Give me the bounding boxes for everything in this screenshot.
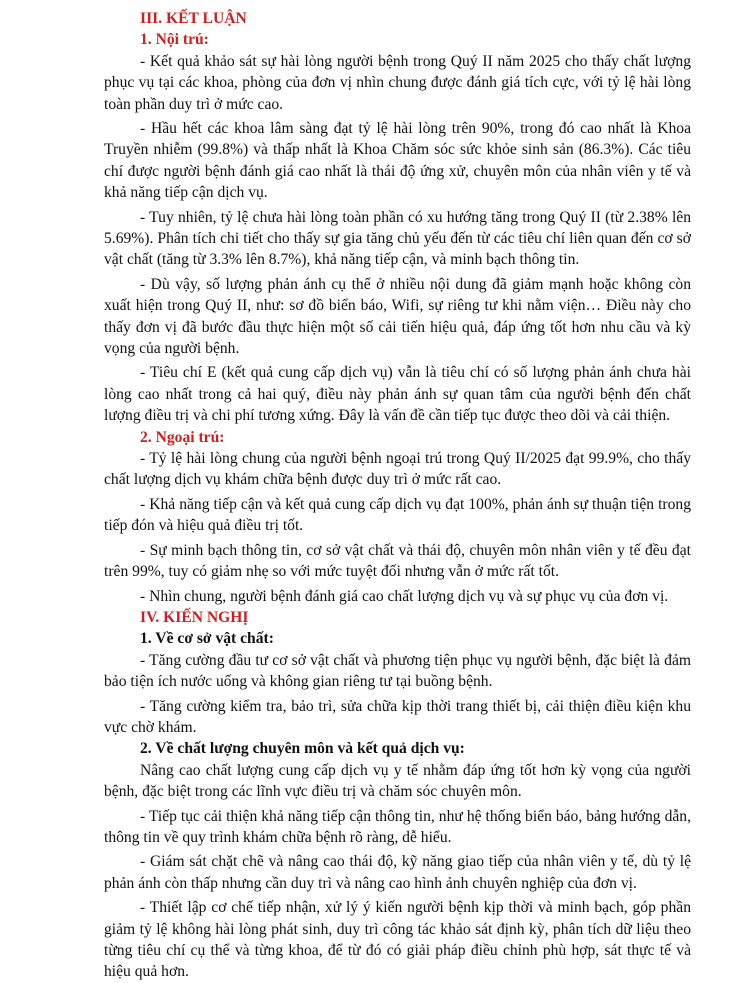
paragraph: - Dù vậy, số lượng phản ánh cụ thể ở nhiều nội dung đã giảm mạnh hoặc không còn xuất hiện trong Quý II, như: sơ đồ biển báo, Wifi, sự riêng tư khi nằm viện… Điều này cho thấy đơn vị đã bước đầu thực hiện một số cải tiến hiệu quả, đáp ứng tốt hơn nhu cầu và kỳ vọng của người bệnh. xyxy=(104,275,691,358)
facilities-body xyxy=(104,650,691,739)
paragraph: Nâng cao chất lượng cung cấp dịch vụ y tế nhằm đáp ứng tốt hơn kỳ vọng của người bệnh, đặc biệt trong các lĩnh vực điều trị và chăm sóc chuyên môn. xyxy=(104,761,691,801)
inpatient-body xyxy=(104,51,691,427)
subsection-outpatient-title: 2. Ngoại trú: xyxy=(140,428,225,446)
document-page xyxy=(104,4,691,983)
paragraph: - Tăng cường đầu tư cơ sở vật chất và phương tiện phục vụ người bệnh, đặc biệt là đảm bảo tiện ích nước uống và không gian riêng tư tại buồng bệnh. xyxy=(104,651,691,691)
paragraph: - Khả năng tiếp cận và kết quả cung cấp dịch vụ đạt 100%, phản ánh sự thuận tiện trong tiếp đón và hiệu quả điều trị tốt. xyxy=(104,495,691,535)
subsection-inpatient-title: 1. Nội trú: xyxy=(140,31,209,49)
paragraph: - Kết quả khảo sát sự hài lòng người bệnh trong Quý II năm 2025 cho thấy chất lượng phục vụ tại các khoa, phòng của đơn vị nhìn chung được đánh giá tích cực, với tỷ lệ hài lòng toàn phần duy trì ở mức cao. xyxy=(104,52,691,113)
paragraph: - Hầu hết các khoa lâm sàng đạt tỷ lệ hài lòng trên 90%, trong đó cao nhất là Khoa Truyền nhiễm (99.8%) và thấp nhất là Khoa Chăm sóc sức khỏe sinh sản (86.3%). Các tiêu chí được người bệnh đánh giá cao nhất là thái độ ứng xử, chuyên môn của nhân viên y tế và khả năng tiếp cận dịch vụ. xyxy=(104,120,691,202)
quality-body xyxy=(104,760,691,983)
paragraph: - Nhìn chung, người bệnh đánh giá cao chất lượng dịch vụ và sự phục vụ của đơn vị. xyxy=(140,587,669,605)
paragraph: - Tuy nhiên, tỷ lệ chưa hài lòng toàn phần có xu hướng tăng trong Quý II (từ 2.38% lên 5.69%). Phân tích chi tiết cho thấy sự gia tăng chủ yếu đến từ các tiêu chí liên quan đến cơ sở vật chất (tăng từ 3.3% lên 8.7%), khả năng tiếp cận, và minh bạch thông tin. xyxy=(104,208,691,269)
subsection-facilities-title: 1. Về cơ sở vật chất: xyxy=(140,630,274,648)
section-recommendations-title: IV. KIẾN NGHỊ xyxy=(140,608,249,626)
paragraph: - Thiết lập cơ chế tiếp nhận, xử lý ý kiến người bệnh kịp thời và minh bạch, góp phần giảm tỷ lệ không hài lòng phát sinh, duy trì công tác khảo sát định kỳ, phân tích dữ liệu theo từng tiêu chí cụ thể và từng khoa, để từ đó có giải pháp điều chỉnh phù hợp, sát thực tế và hiệu quả hơn. xyxy=(104,899,691,981)
paragraph: - Tỷ lệ hài lòng chung của người bệnh ngoại trú trong Quý II/2025 đạt 99.9%, cho thấy chất lượng dịch vụ khám chữa bệnh được duy trì ở mức rất cao. xyxy=(104,450,691,489)
paragraph: - Sự minh bạch thông tin, cơ sở vật chất và thái độ, chuyên môn nhân viên y tế đều đạt trên 99%, tuy có giảm nhẹ so với mức tuyệt đối nhưng vẫn ở mức rất tốt. xyxy=(104,541,691,581)
paragraph: - Tiếp tục cải thiện khả năng tiếp cận thông tin, như hệ thống biển báo, bảng hướng dẫn, thông tin về quy trình khám chữa bệnh rõ ràng, dễ hiểu. xyxy=(104,807,691,846)
outpatient-body xyxy=(104,448,691,607)
paragraph: - Giám sát chặt chẽ và nâng cao thái độ, kỹ năng giao tiếp của nhân viên y tế, dù tỷ lệ phản ánh còn thấp nhưng cần duy trì và nâng cao hình ảnh chuyên nghiệp của đơn vị. xyxy=(104,853,691,892)
subsection-quality-title: 2. Về chất lượng chuyên môn và kết quả dịch vụ: xyxy=(140,740,465,758)
paragraph: - Tiêu chí E (kết quả cung cấp dịch vụ) vẫn là tiêu chí có số lượng phản ánh chưa hài lòng cao nhất trong cả hai quý, điều này phản ánh sự quan tâm của người bệnh đến chất lượng điều trị và chi phí tương xứng. Đây là vấn đề cần tiếp tục được theo dõi và cải thiện. xyxy=(104,364,691,425)
section-conclusion-title: III. KẾT LUẬN xyxy=(140,10,247,27)
paragraph: - Tăng cường kiểm tra, bảo trì, sửa chữa kịp thời trang thiết bị, cải thiện điều kiện khu vực chờ khám. xyxy=(104,697,691,736)
